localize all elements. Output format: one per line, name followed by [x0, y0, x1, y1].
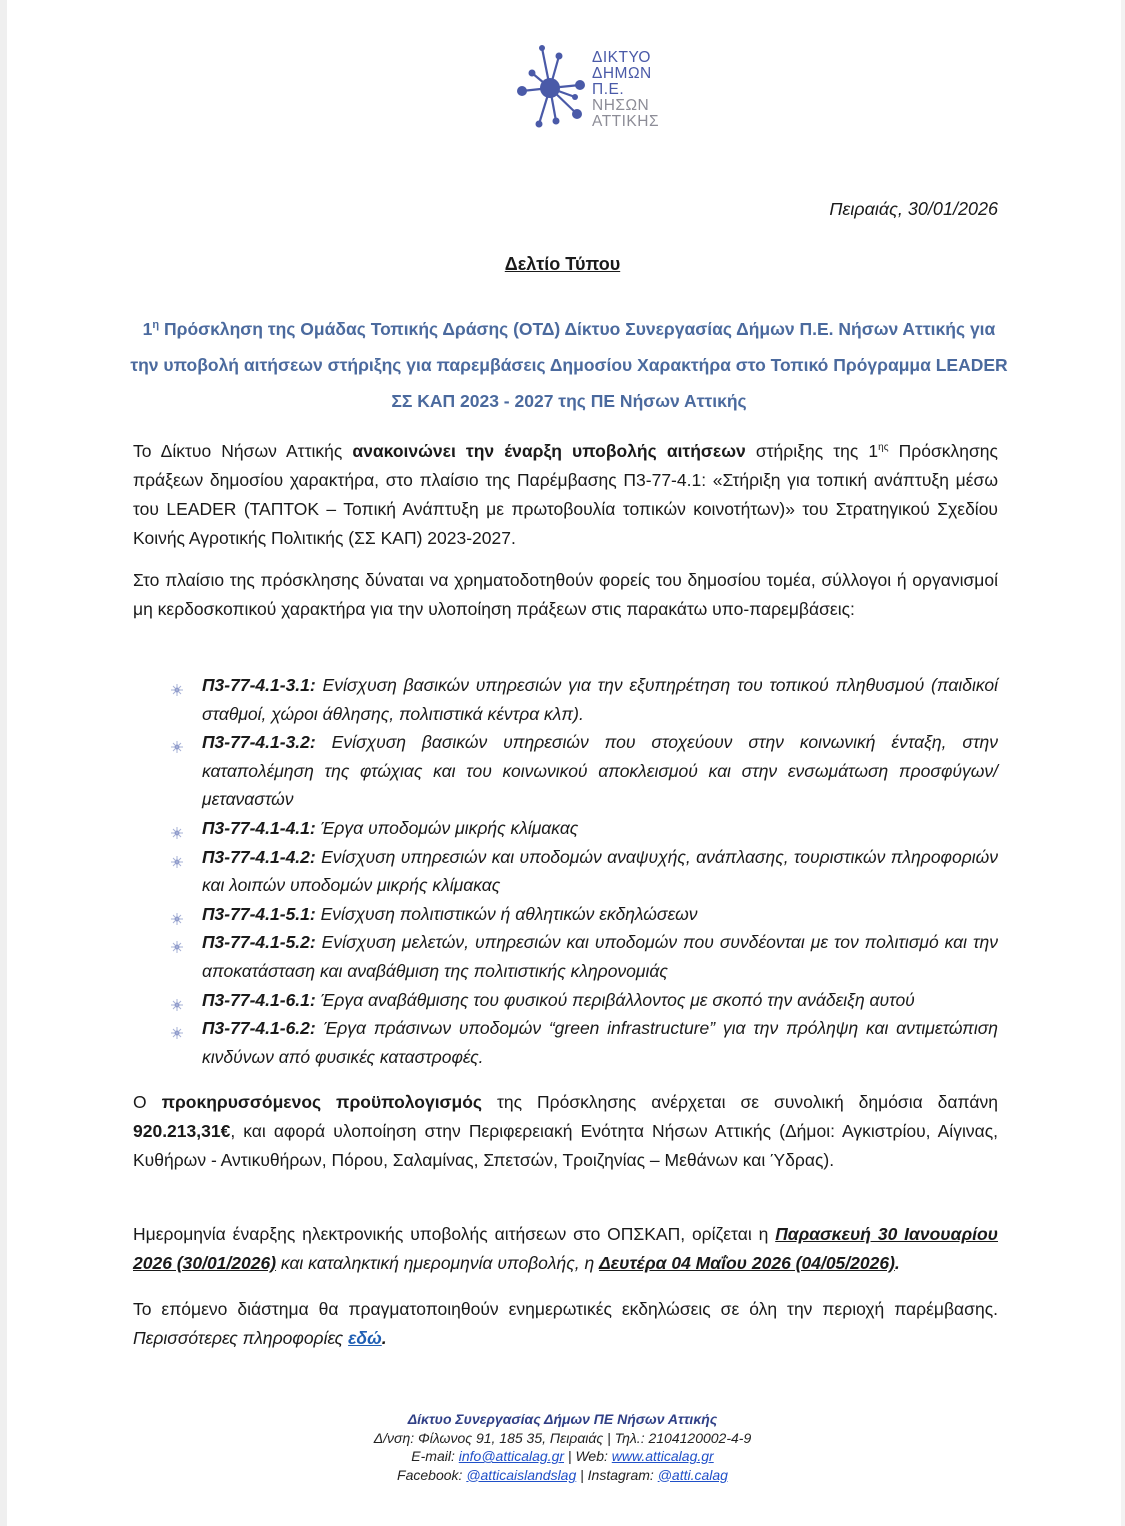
organization-logo — [512, 40, 672, 135]
intervention-text: Ενίσχυση υπηρεσιών και υποδομών αναψυχής, ανάπλασης, τουριστικών πληροφοριών και λοιπών υποδομών μικρής κλίμακας — [202, 846, 998, 896]
list-item — [170, 986, 998, 1015]
start-date: Παρασκευή 30 Ιανουαρίου 2026 (30/01/2026) — [133, 1224, 999, 1273]
intervention-code: Π3-77-4.1-6.1: — [202, 989, 316, 1010]
eligibility-paragraph: Στο πλαίσιο της πρόσκλησης δύναται να χρηματοδοτηθούν φορείς του δημοσίου τομέα, σύλλογοι ή οργανισμοί μη κερδοσκοπικού χαρακτήρα για την υλοποίηση πράξεων στις παρακάτω υπο-παρεμβάσεις: — [133, 570, 998, 619]
announcement-paragraph — [133, 433, 998, 553]
bullet-star-icon — [170, 992, 184, 1006]
document-type-title: Δελτίο Τύπου — [504, 254, 621, 274]
email-link[interactable]: info@atticalag.gr — [458, 1448, 565, 1464]
intervention-text: Ενίσχυση μελετών, υπηρεσιών και υποδομών που συνδέονται με τον πολιτισμό και την αποκατάσταση και αναβάθμιση της πολιτιστικής κληρονομιάς — [202, 932, 998, 981]
intervention-code: Π3-77-4.1-6.2: — [202, 1018, 316, 1039]
intervention-code: Π3-77-4.1-3.1: — [202, 675, 316, 695]
intervention-text: Έργα πράσινων υποδομών “green infrastructure” για την πρόληψη και αντιμετώπιση κινδύνων από φυσικές καταστροφές. — [202, 1018, 998, 1067]
emphasis-text: προκηρυσσόμενος προϋπολογισμός — [161, 1092, 483, 1112]
dates-paragraph — [133, 1220, 998, 1278]
web-link[interactable]: www.atticalag.gr — [611, 1448, 714, 1464]
list-item — [170, 1014, 998, 1071]
intervention-text: Έργα υποδομών μικρής κλίμακας — [315, 817, 579, 838]
headline-text: Πρόσκληση της Ομάδας Τοπικής Δράσης (ΟΤΔ) Δίκτυο Συνεργασίας Δήμων Π.Ε. Νήσων Αττικής για την υποβολή αιτήσεων στήριξης για παρεμβάσεις Δημοσίου Χαρακτήρα στο Τοπικό Πρόγραμμα LEADER ΣΣ ΚΑΠ 2023 - 2027 της ΠΕ Νήσων Αττικής — [130, 318, 1008, 411]
headline-sup: η — [152, 319, 160, 331]
text: . — [894, 1253, 900, 1273]
list-item — [170, 900, 998, 929]
intervention-code: Π3-77-4.1-3.2: — [202, 732, 316, 753]
footer-address: Δ/νση: Φίλωνος 91, 185 35, Πειραιάς | Τηλ.: 2104120002-4-9 — [373, 1429, 752, 1446]
text: . — [381, 1328, 387, 1348]
intervention-text: Ενίσχυση βασικών υπηρεσιών που στοχεύουν στην κοινωνική ένταξη, στην καταπολέμηση της φτώχιας και του κοινωνικού αποκλεισμού και στην ενσωμάτωση προσφύγων/μεταναστών — [202, 732, 998, 810]
text: της Πρόσκλησης ανέρχεται σε συνολική δημόσια δαπάνη — [482, 1092, 998, 1112]
footer-social — [0, 1466, 1125, 1485]
intervention-text: Ενίσχυση βασικών υπηρεσιών για την εξυπηρέτηση του τοπικού πληθυσμού (παιδικοί σταθμοί, χώροι άθλησης, πολιτιστικά κέντρα κλπ). — [202, 675, 998, 724]
press-release-headline — [128, 307, 1010, 419]
logo-line: ΝΗΣΩΝ — [592, 97, 650, 114]
list-item — [170, 843, 998, 900]
text: και καταληκτική ημερομηνία υποβολής, η — [276, 1253, 600, 1273]
bullet-star-icon — [170, 1020, 184, 1034]
logo-line: ΔΗΜΩΝ — [592, 65, 652, 82]
label: E-mail: — [411, 1448, 459, 1464]
label: Facebook: — [397, 1466, 467, 1483]
list-item — [170, 928, 998, 985]
logo-line: ΔΙΚΤΥΟ — [592, 49, 651, 66]
footer-org-name: Δίκτυο Συνεργασίας Δήμων ΠΕ Νήσων Αττικής — [407, 1411, 718, 1427]
text: , και αφορά υλοποίηση στην Περιφερειακή Ενότητα Νήσων Αττικής (Δήμοι: Αγκιστρίου, Αίγινας, Κυθήρων - Αντικυθήρων, Πόρου, Σαλαμίνας, Σπετσών, Τροιζηνίας – Μεθάνων και Ύδρας). — [133, 1121, 998, 1170]
label: | Web: — [564, 1448, 612, 1464]
budget-amount: 920.213,31€ — [133, 1121, 231, 1141]
page-edge-left — [0, 0, 7, 1526]
facebook-link[interactable]: @atticaislandslag — [466, 1466, 577, 1483]
text: Ο — [133, 1092, 162, 1112]
bullet-star-icon — [170, 934, 184, 948]
text: Πρόσκλησης πράξεων δημοσίου χαρακτήρα, στο πλαίσιο της Παρέμβασης Π3-77-4.1: «Στήριξη για τοπική ανάπτυξη μέσω του LEADER (ΤΑΠΤΟΚ – Τοπική Ανάπτυξη με πρωτοβουλία τοπικών κοινοτήτων)» του Στρατηγικού Σχεδίου Κοινής Αγροτικής Πολιτικής (ΣΣ ΚΑΠ) 2023-2027. — [133, 440, 998, 548]
info-paragraph — [133, 1295, 998, 1353]
intervention-code: Π3-77-4.1-5.1: — [202, 903, 316, 924]
logo-line: ΑΤΤΙΚΗΣ — [592, 113, 660, 130]
list-item — [170, 728, 998, 814]
budget-paragraph — [133, 1088, 998, 1175]
superscript: ης — [878, 442, 889, 453]
emphasis-text: ανακοινώνει την έναρξη υποβολής αιτήσεων — [352, 440, 746, 461]
text: Περισσότερες πληροφορίες — [133, 1328, 349, 1348]
intervention-text: Ενίσχυση πολιτιστικών ή αθλητικών εκδηλώσεων — [315, 903, 698, 924]
text: στήριξης της 1 — [745, 440, 879, 461]
footer-contact — [0, 1410, 1125, 1484]
bullet-star-icon — [170, 906, 184, 920]
text: Ημερομηνία έναρξης ηλεκτρονικής υποβολής αιτήσεων στο ΟΠΣΚΑΠ, ορίζεται η — [133, 1224, 776, 1244]
network-node-icon — [512, 40, 592, 135]
list-item — [170, 814, 998, 843]
list-item — [170, 671, 998, 728]
bullet-star-icon — [170, 820, 184, 834]
bullet-star-icon — [170, 849, 184, 863]
text: Το επόμενο διάστημα θα πραγματοποιηθούν ενημερωτικές εκδηλώσεις σε όλη την περιοχή παρέμβασης. — [133, 1299, 998, 1319]
footer-email-web — [0, 1447, 1125, 1466]
more-info-link[interactable]: εδώ — [348, 1328, 382, 1348]
sub-interventions-list — [170, 671, 998, 1071]
logo-text — [592, 50, 659, 130]
bullet-star-icon — [170, 734, 184, 748]
headline-prefix: 1 — [142, 318, 153, 339]
bullet-star-icon — [170, 677, 184, 691]
text: Το Δίκτυο Νήσων Αττικής — [133, 440, 353, 461]
intervention-code: Π3-77-4.1-4.2: — [202, 846, 316, 867]
document-date: Πειραιάς, 30/01/2026 — [829, 199, 998, 219]
instagram-link[interactable]: @atti.calag — [657, 1466, 728, 1483]
label: | Instagram: — [576, 1466, 658, 1483]
logo-line: Π.Ε. — [592, 81, 625, 98]
end-date: Δευτέρα 04 Μαΐου 2026 (04/05/2026) — [599, 1253, 895, 1273]
page-edge-right — [1121, 0, 1125, 1526]
intervention-code: Π3-77-4.1-4.1: — [202, 817, 316, 838]
intervention-code: Π3-77-4.1-5.2: — [202, 932, 316, 953]
intervention-text: Έργα αναβάθμισης του φυσικού περιβάλλοντος με σκοπό την ανάδειξη αυτού — [315, 989, 915, 1010]
